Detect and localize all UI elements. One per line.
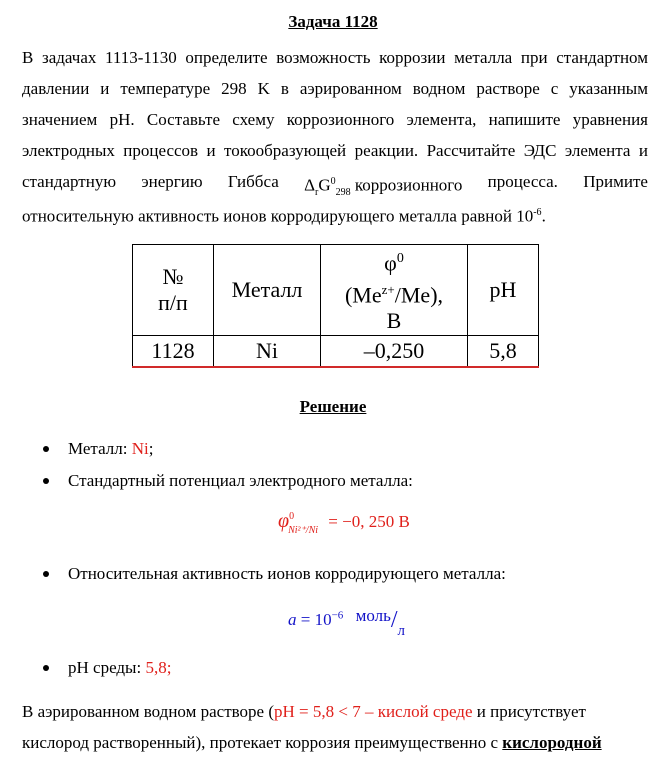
activity-formula: $a = 10^{-6}$ моль/л — [288, 606, 406, 639]
header-ph: pH — [468, 245, 539, 336]
bullet-dot — [43, 665, 49, 671]
conclusion-line-1: В аэрированном водном растворе (pH = 5,8 < 7 – кислой среде и присутствует — [22, 702, 586, 721]
table-header-row — [133, 245, 539, 336]
solution-title: Решение — [299, 397, 367, 416]
task-statement-block — [22, 42, 648, 228]
statement-line-6: относительную активность ионов корродирующего металла равной $10^{-6}$. — [22, 206, 546, 226]
document-page: Задача 1128 В задачах 1113-1130 определите возможность коррозии металла при стандартном давлении и температуре 298 K в аэрированном водном растворе с указанным значением pH. Составьте схему коррозионного элемента, напишите уравнения электродных процессов и токообразующей реакции. Рассчитайте ЭДС элемента и стандартную энергию Гиббса $\Delta_rG^0_{298}$ коррозионного процесса. Примите относительную активность ионов корродирующего металла равной $10^{-6}$. № п/п Металл $\varphi^0$ $(Me^{z+}/Me)$, В pH 1128 Ni –0,250 5,8 Решение Металл: Ni; Стандартный потенциал электродного металла: $\varphi^0_{Ni^{2+}/Ni} = -0$, 250 В Относительная активность ионов корродирующего металла: $a = 10^{-6}$ моль/л pH среды: 5,8; В аэрированном водном растворе (pH = 5,8 < 7 – кислой среде и присутствует кислород растворенный), протекает коррозия преимущественно с кислородной — [0, 0, 666, 742]
conclusion-line-2: кислород растворенный), протекает коррозия преимущественно с кислородной — [22, 733, 602, 752]
data-table — [132, 244, 539, 368]
header-number: № п/п — [133, 245, 214, 336]
bullet-dot — [43, 478, 49, 484]
task-title: Задача 1128 — [288, 12, 378, 31]
table-row: 1128 Ni –0,250 5,8 — [133, 336, 539, 368]
bullet-dot — [43, 571, 49, 577]
header-potential: $\varphi^0$ $(Me^{z+}/Me)$, В — [321, 245, 468, 336]
statement-line-5: стандартную энергию Гиббса $\Delta_rG^0_{298}$ коррозионного процесса. Примите — [22, 166, 648, 197]
potential-formula: $\varphi^0_{Ni^{2+}/Ni} = -0$, 250 В — [278, 510, 410, 536]
statement-line-3: значением pH. Составьте схему коррозионного элемента, напишите уравнения — [22, 110, 648, 129]
gibbs-symbol: $\Delta_rG^0_{298}$ коррозионного — [304, 175, 463, 199]
conclusion-paragraph — [22, 696, 648, 758]
statement-line-1: В задачах 1113-1130 определите возможность коррозии металла при стандартном — [22, 48, 648, 67]
bullet-dot — [43, 446, 49, 452]
header-metal: Металл — [214, 245, 321, 336]
statement-line-4: электродных процессов и токообразующей реакции. Рассчитайте ЭДС элемента и — [22, 141, 648, 160]
statement-line-2: давлении и температуре 298 K в аэрированном водном растворе с указанным — [22, 79, 648, 98]
